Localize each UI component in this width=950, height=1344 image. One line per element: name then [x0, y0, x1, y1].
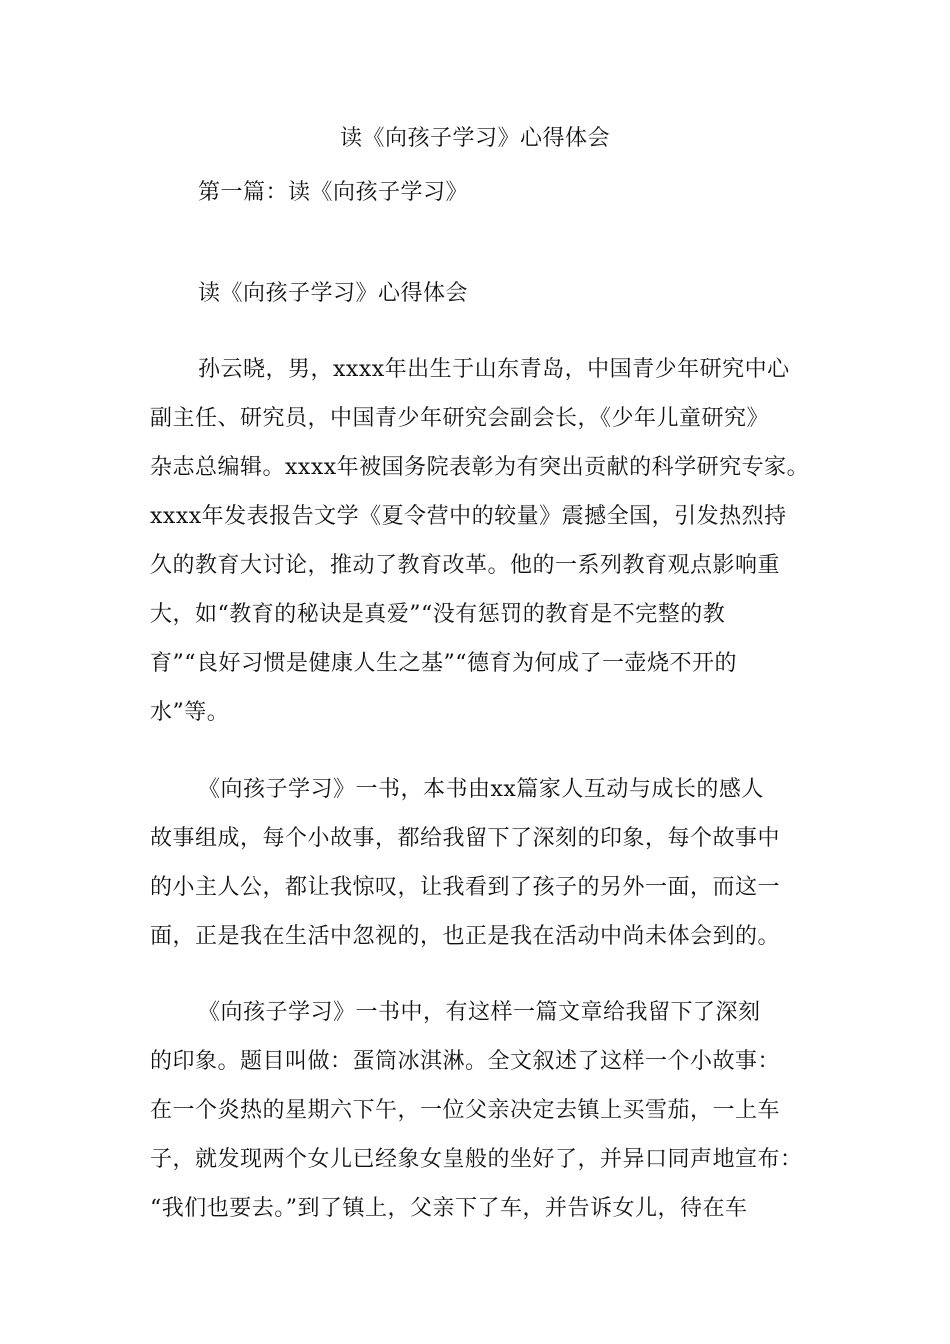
paragraph-line: “我们也要去。”到了镇上，父亲下了车，并告诉女儿，待在车 — [150, 1196, 748, 1221]
paragraph-line: xxxx年发表报告文学《夏令营中的较量》震撼全国，引发热烈持 — [150, 504, 787, 529]
paragraph-line: 子，就发现两个女儿已经象女皇般的坐好了，并异口同声地宣布： — [150, 1147, 803, 1172]
paragraph-line: 《向孩子学习》一书，本书由xx篇家人互动与成长的感人 — [198, 777, 764, 802]
paragraph-line: 孙云晓，男，xxxx年出生于山东青岛，中国青少年研究中心 — [198, 357, 790, 382]
paragraph-story — [150, 988, 830, 1233]
paragraph-line: 水”等。 — [150, 700, 230, 725]
paragraph-book-intro — [150, 765, 830, 961]
paragraph-line: 副主任、研究员，中国青少年研究会副会长，《少年儿童研究》 — [150, 406, 770, 431]
paragraph-line: 面，正是我在生活中忽视的，也正是我在活动中尚未体会到的。 — [150, 924, 781, 949]
paragraph-line: 大，如“教育的秘诀是真爱”“没有惩罚的教育是不完整的教 — [150, 602, 726, 627]
section-heading-2: 读《向孩子学习》心得体会 — [198, 281, 469, 306]
paragraph-line: 久的教育大讨论，推动了教育改革。他的一系列教育观点影响重 — [150, 553, 781, 578]
section-heading-1: 第一篇：读《向孩子学习》 — [198, 180, 469, 205]
paragraph-line: 的印象。题目叫做：蛋筒冰淇淋。全文叙述了这样一个小故事： — [150, 1049, 781, 1074]
document-title: 读《向孩子学习》心得体会 — [339, 126, 610, 151]
paragraph-line: 育”“良好习惯是健康人生之基”“德育为何成了一壶烧不开的 — [150, 651, 737, 676]
paragraph-line: 《向孩子学习》一书中，有这样一篇文章给我留下了深刻 — [198, 1000, 761, 1025]
paragraph-line: 在一个炎热的星期六下午，一位父亲决定去镇上买雪茄，一上车 — [150, 1098, 781, 1123]
paragraph-line: 故事组成，每个小故事，都给我留下了深刻的印象，每个故事中 — [150, 826, 781, 851]
paragraph-line: 杂志总编辑。xxxx年被国务院表彰为有突出贡献的科学研究专家。 — [150, 455, 810, 480]
paragraph-author-bio — [150, 345, 830, 737]
paragraph-line: 的小主人公，都让我惊叹，让我看到了孩子的另外一面，而这一 — [150, 875, 781, 900]
